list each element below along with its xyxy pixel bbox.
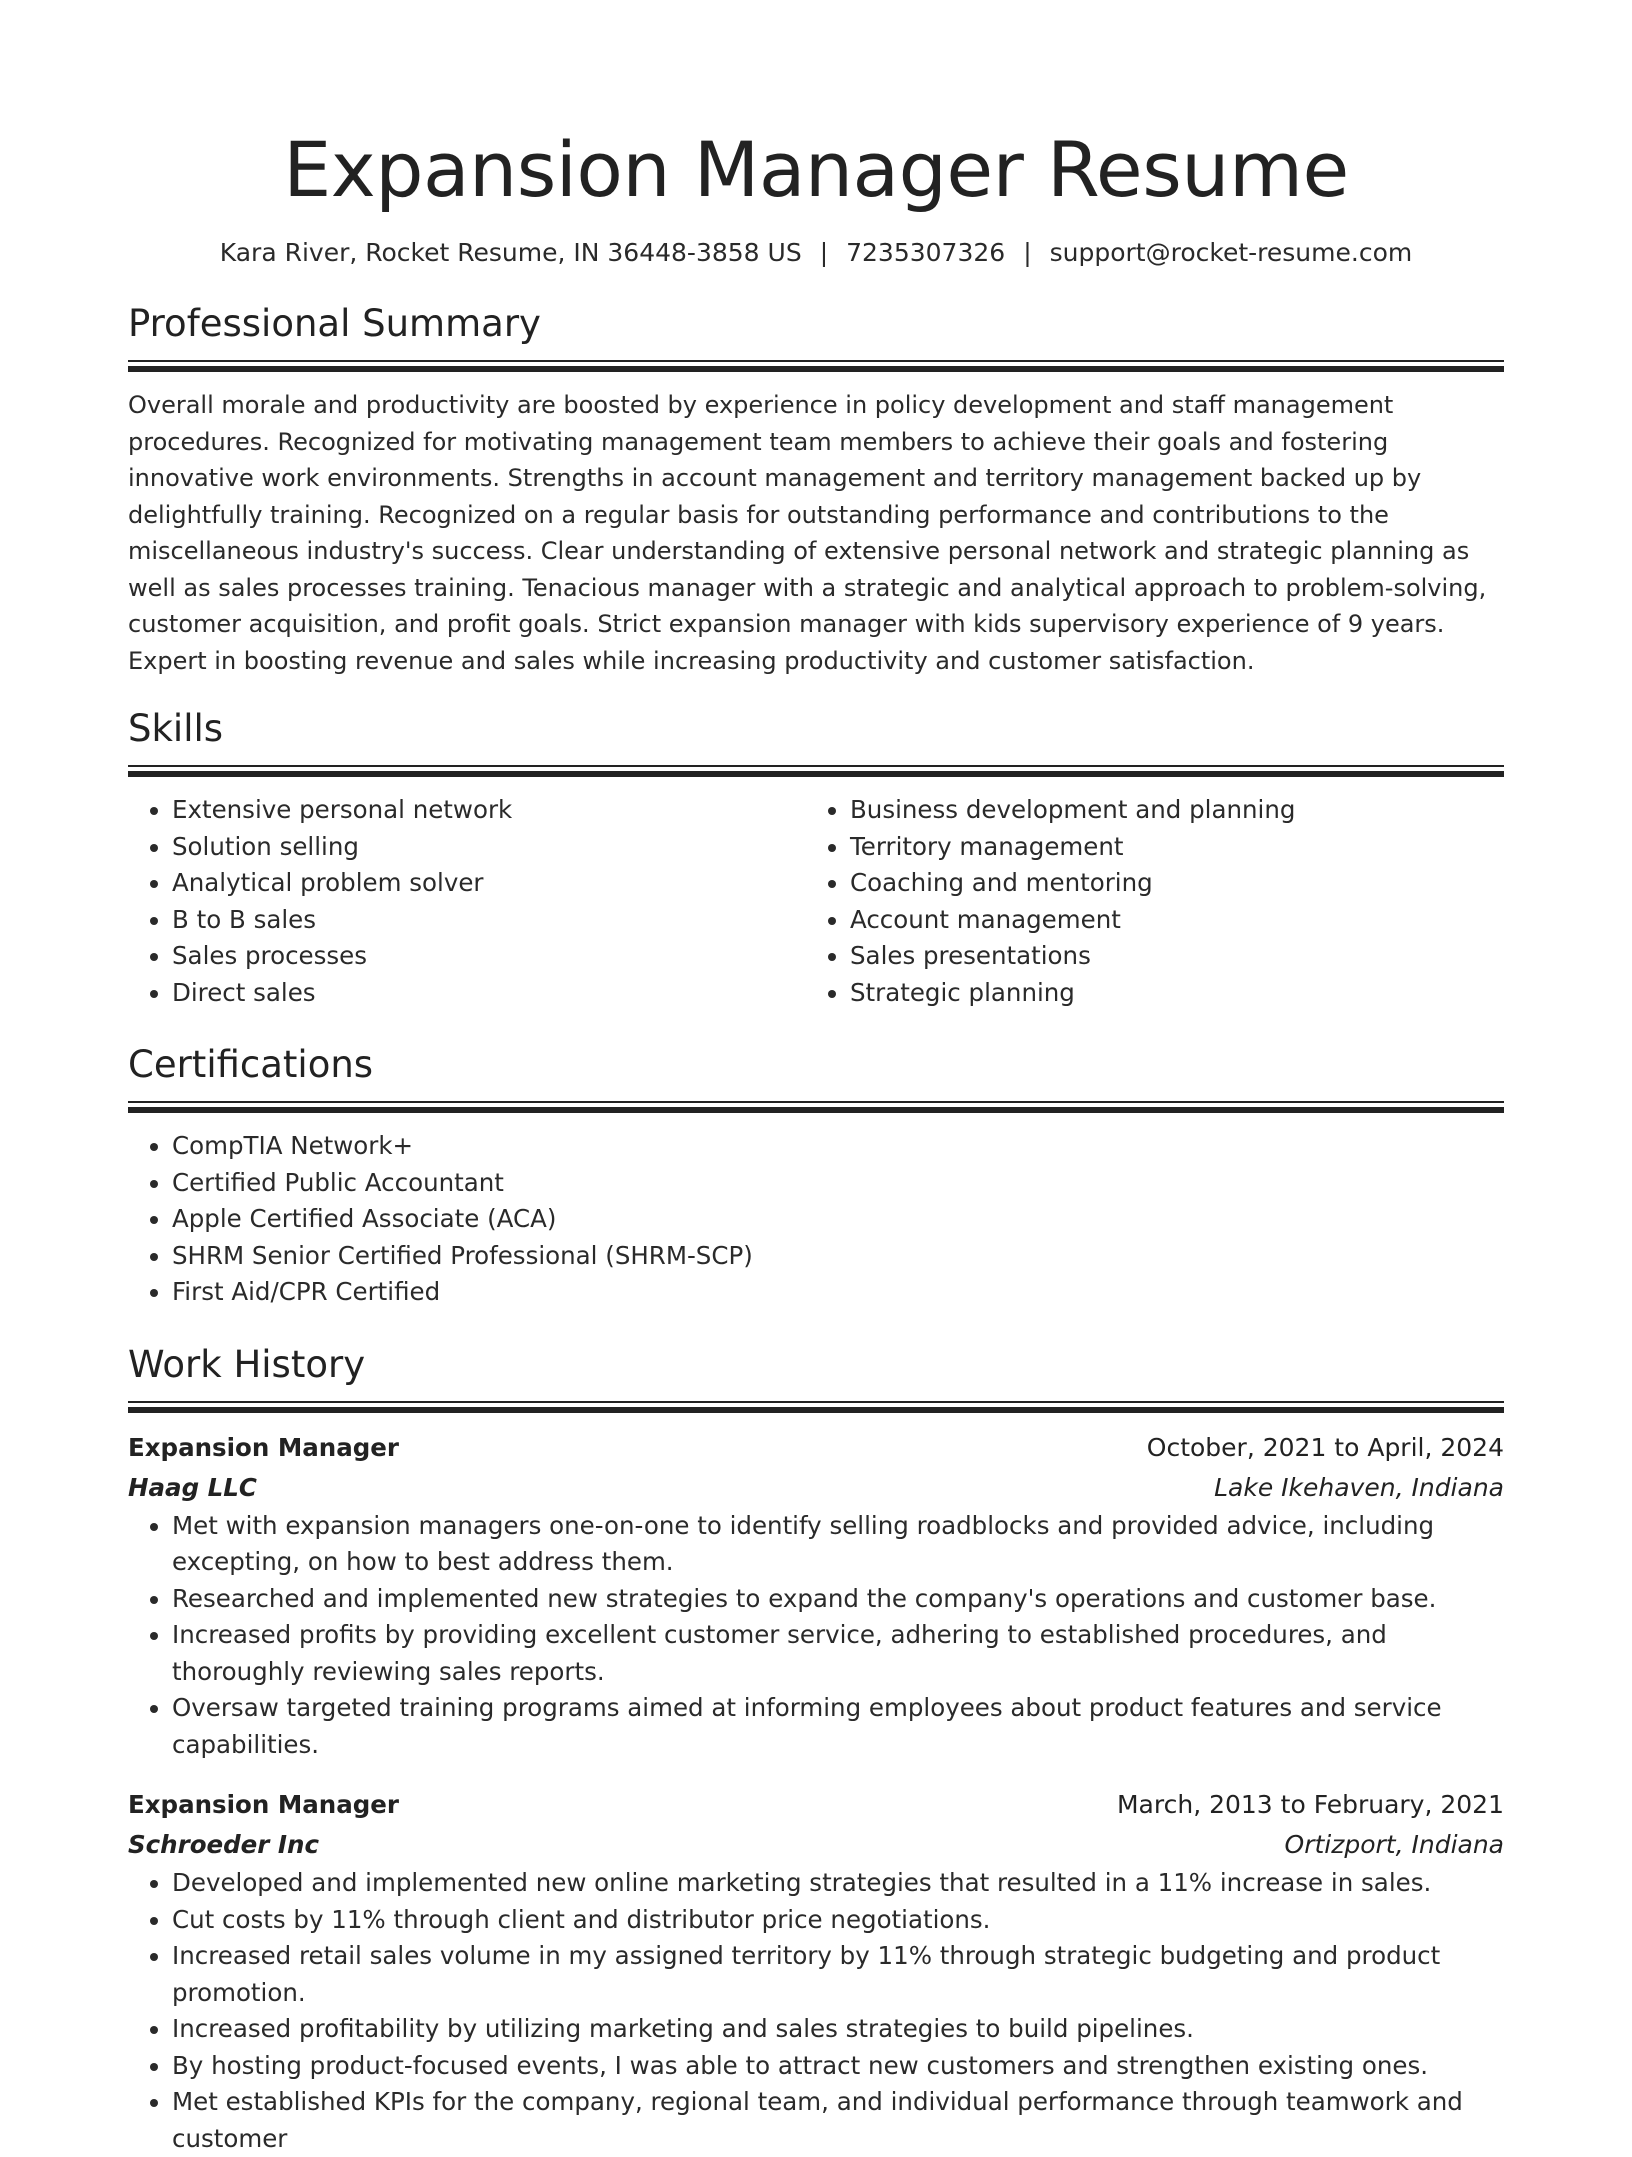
job-bullets [128, 1508, 1504, 1764]
skill-item: • Account management [850, 902, 1484, 939]
page-title: Expansion Manager Resume [128, 122, 1504, 218]
skills-list-left [128, 792, 806, 1011]
skill-item: • Analytical problem solver [172, 865, 806, 902]
section-heading-certifications: Certifications [128, 1041, 1504, 1089]
job-bullet: • By hosting product-focused events, I was able to attract new customers and strengthen existing ones. [172, 2048, 1504, 2085]
job-subheader [128, 1468, 1504, 1508]
job-entry [128, 1785, 1504, 2157]
certification-item: • SHRM Senior Certified Professional (SHRM-SCP) [172, 1238, 1504, 1275]
resume-page [128, 0, 1504, 2157]
section-divider [128, 1401, 1504, 1414]
job-company: Haag LLC [128, 1468, 257, 1508]
job-bullet: • Cut costs by 11% through client and distributor price negotiations. [172, 1902, 1504, 1939]
job-entry [128, 1428, 1504, 1764]
summary-text: Overall morale and productivity are boosted by experience in policy development and staff management procedures. Recognized for motivating management team members to achieve their goals and fostering innovative work environments. Strengths in account management and territory management backed up by delightfully training. Recognized on a regular basis for outstanding performance and contributions to the miscellaneous industry's success. Clear understanding of extensive personal network and strategic planning as well as sales processes training. Tenacious manager with a strategic and analytical approach to problem-solving, customer acquisition, and profit goals. Strict expansion manager with kids supervisory experience of 9 years. Expert in boosting revenue and sales while increasing productivity and customer satisfaction. [128, 387, 1504, 679]
job-bullet: • Oversaw targeted training programs aimed at informing employees about product features and service capabilities. [172, 1690, 1504, 1763]
job-header [128, 1428, 1504, 1468]
job-bullet: • Developed and implemented new online marketing strategies that resulted in a 11% increase in sales. [172, 1865, 1504, 1902]
skills-column-right [806, 792, 1484, 1011]
skill-item: • Extensive personal network [172, 792, 806, 829]
job-dates: October, 2021 to April, 2024 [1147, 1428, 1504, 1468]
skill-item: • Sales processes [172, 938, 806, 975]
skill-item: • Strategic planning [850, 975, 1484, 1012]
certification-item: • First Aid/CPR Certified [172, 1274, 1504, 1311]
skills-column-left [128, 792, 806, 1011]
contact-phone: 7235307326 [846, 238, 1005, 267]
contact-separator: | [1023, 236, 1031, 270]
work-history-section [128, 1341, 1504, 2157]
skills-grid [128, 792, 1504, 1011]
section-divider [128, 360, 1504, 373]
skill-item: • Sales presentations [850, 938, 1484, 975]
skill-item: • Coaching and mentoring [850, 865, 1484, 902]
certification-item: • Certified Public Accountant [172, 1165, 1504, 1202]
skills-section [128, 705, 1504, 1011]
job-subheader [128, 1825, 1504, 1865]
skill-item: • Territory management [850, 829, 1484, 866]
job-bullet: • Researched and implemented new strategies to expand the company's operations and customer base. [172, 1581, 1504, 1618]
job-bullet: • Increased profits by providing excellent customer service, adhering to established procedures, and thoroughly reviewing sales reports. [172, 1617, 1504, 1690]
job-title: Expansion Manager [128, 1428, 399, 1468]
contact-email: support@rocket-resume.com [1050, 238, 1413, 267]
certification-item: • CompTIA Network+ [172, 1128, 1504, 1165]
job-bullet: • Met with expansion managers one-on-one to identify selling roadblocks and provided advice, including excepting, on how to best address them. [172, 1508, 1504, 1581]
contact-address: Kara River, Rocket Resume, IN 36448-3858 US [220, 238, 802, 267]
skill-item: • Business development and planning [850, 792, 1484, 829]
certification-item: • Apple Certified Associate (ACA) [172, 1201, 1504, 1238]
section-divider [128, 765, 1504, 778]
skill-item: • Direct sales [172, 975, 806, 1012]
job-title: Expansion Manager [128, 1785, 399, 1825]
certifications-list [128, 1128, 1504, 1311]
job-dates: March, 2013 to February, 2021 [1117, 1785, 1504, 1825]
job-bullet: • Increased retail sales volume in my assigned territory by 11% through strategic budgeting and product promotion. [172, 1938, 1504, 2011]
skills-list-right [806, 792, 1484, 1011]
job-company: Schroeder Inc [128, 1825, 319, 1865]
contact-separator: | [820, 236, 828, 270]
job-bullet: • Increased profitability by utilizing marketing and sales strategies to build pipelines. [172, 2011, 1504, 2048]
section-divider [128, 1101, 1504, 1114]
job-bullets [128, 1865, 1504, 2157]
section-heading-summary: Professional Summary [128, 300, 1504, 348]
section-heading-skills: Skills [128, 705, 1504, 753]
job-header [128, 1785, 1504, 1825]
summary-section [128, 300, 1504, 679]
job-location: Ortizport, Indiana [1285, 1825, 1504, 1865]
skill-item: • B to B sales [172, 902, 806, 939]
certifications-section [128, 1041, 1504, 1311]
job-location: Lake Ikehaven, Indiana [1214, 1468, 1504, 1508]
contact-line [128, 236, 1504, 270]
job-bullet: • Met established KPIs for the company, regional team, and individual performance through teamwork and customer [172, 2084, 1504, 2157]
skill-item: • Solution selling [172, 829, 806, 866]
section-heading-work-history: Work History [128, 1341, 1504, 1389]
